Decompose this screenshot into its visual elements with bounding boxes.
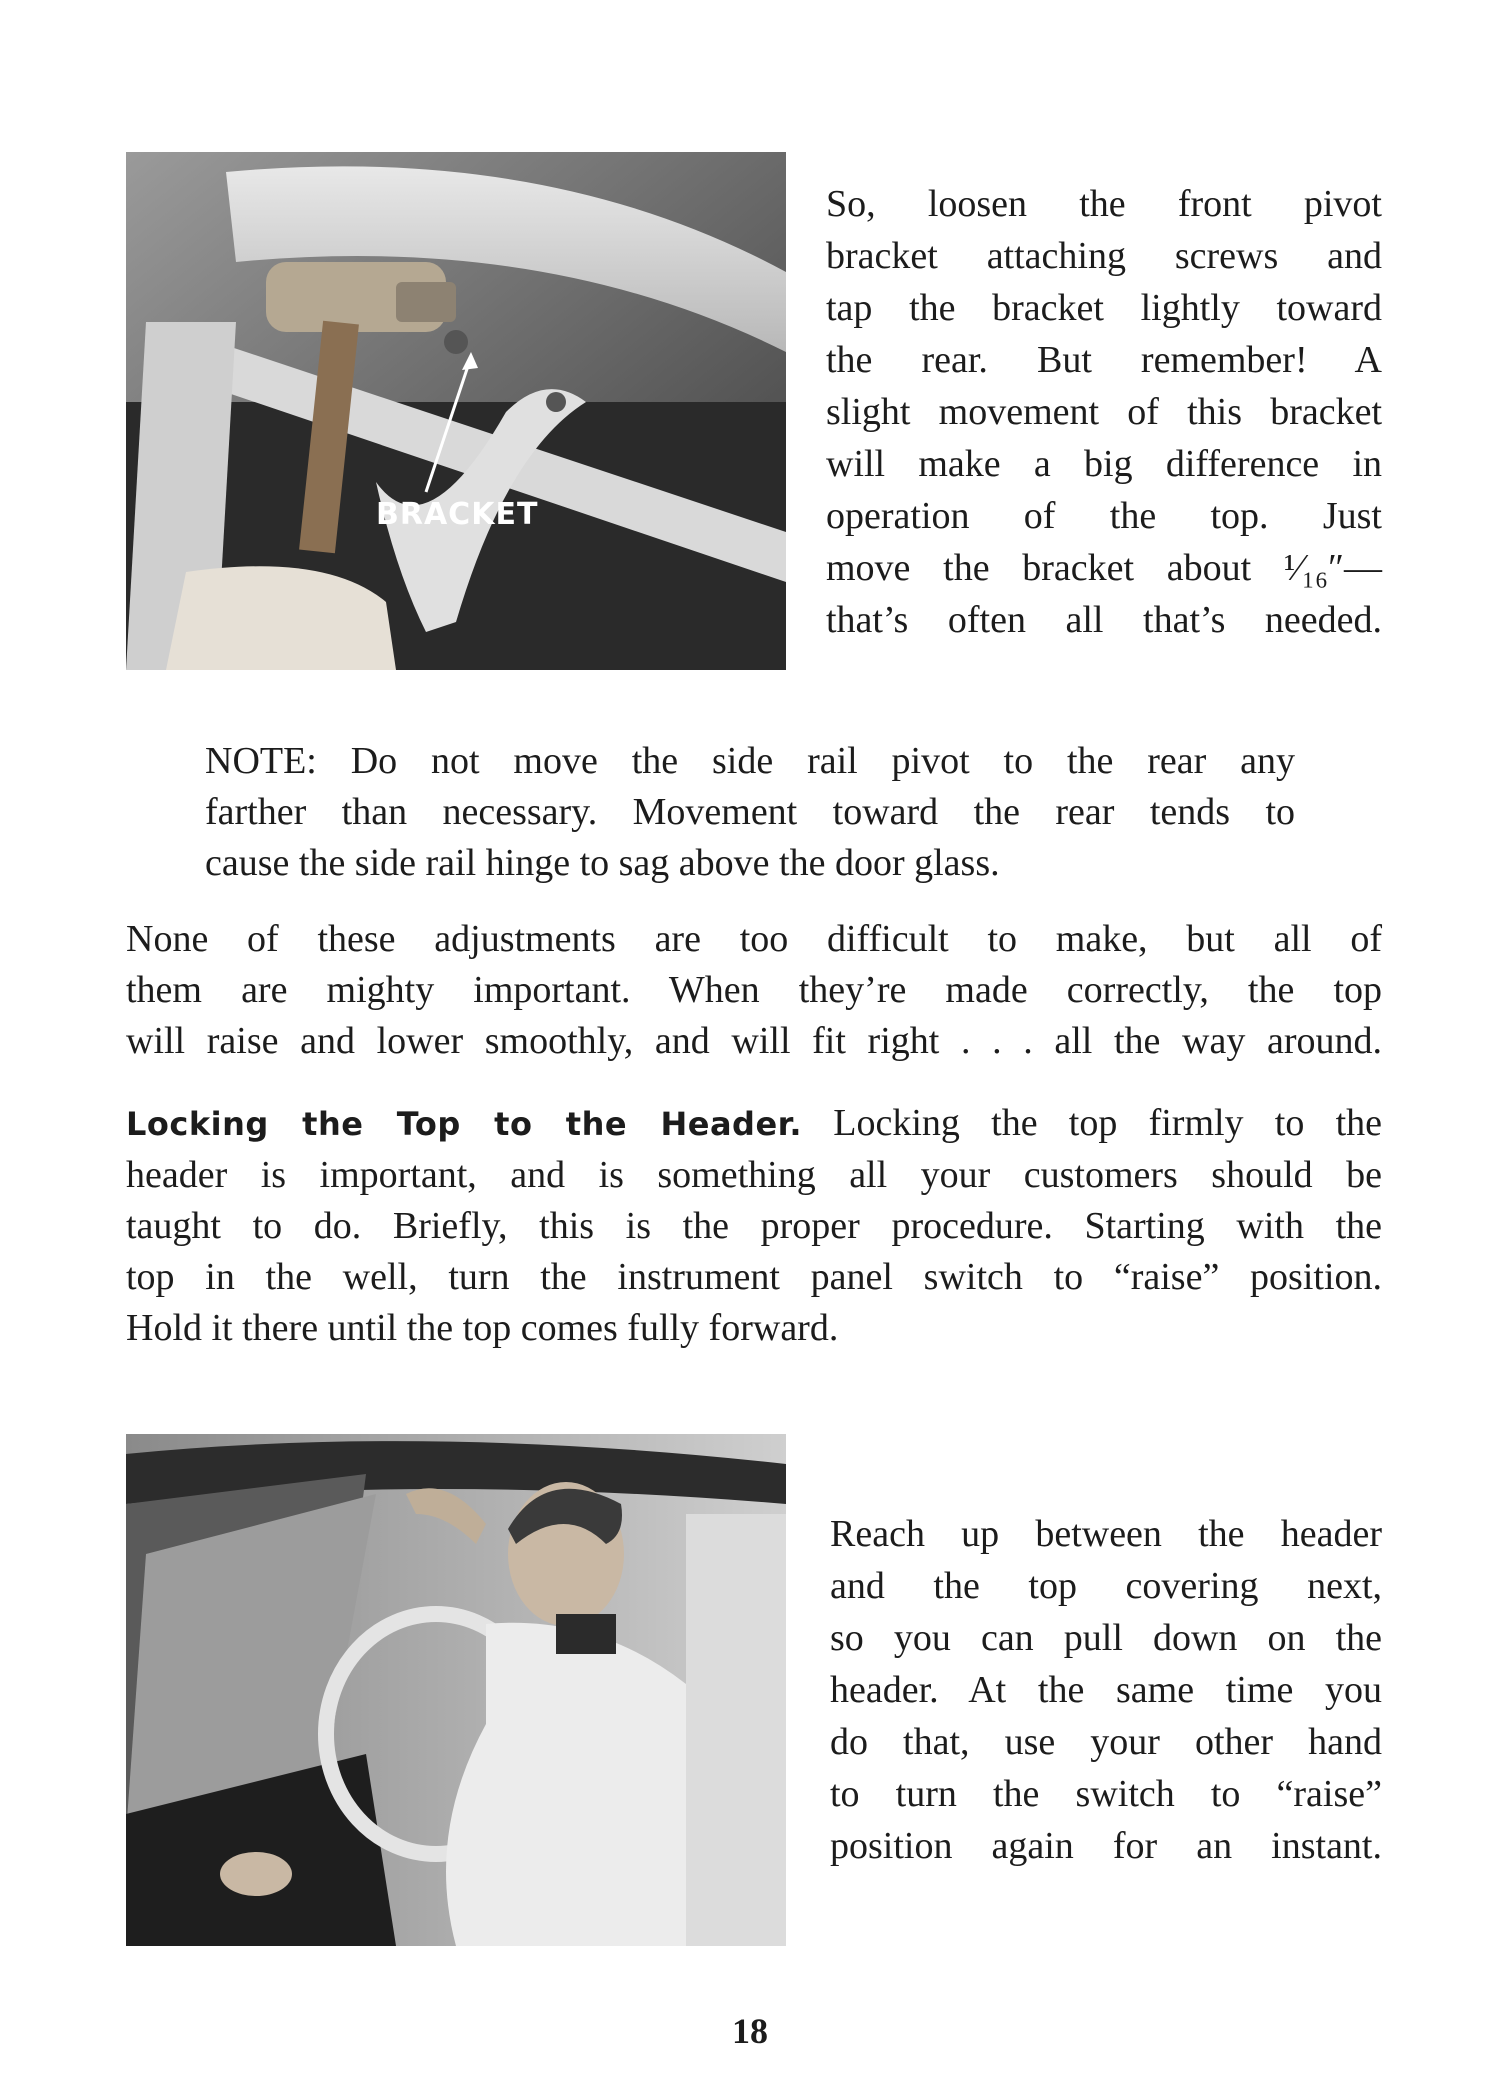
text-line: Reach up between the header: [830, 1513, 1382, 1555]
locking-paragraph: [126, 1098, 1382, 1354]
bracket-label: BRACKET: [376, 497, 539, 532]
text-line: cause the side rail hinge to sag above the door glass.: [205, 842, 1000, 884]
page-number: 18: [732, 2011, 768, 2051]
text-line: will make a big difference in: [826, 443, 1382, 485]
text-line: taught to do. Briefly, this is the proper procedure. Starting with the: [126, 1205, 1382, 1247]
bracket-photo: [126, 152, 786, 670]
text-line: and the top covering next,: [830, 1565, 1382, 1607]
header-photo: [126, 1434, 786, 1946]
text-line: move the bracket about ¹⁄₁₆″—: [826, 547, 1382, 589]
text-line: operation of the top. Just: [826, 495, 1382, 537]
text-line: that’s often all that’s needed.: [826, 599, 1382, 641]
text-line: do that, use your other hand: [830, 1721, 1382, 1763]
section-heading: Locking the Top to the Header.: [126, 1105, 803, 1143]
bracket-photo-image: [126, 152, 786, 670]
note-paragraph: [205, 736, 1295, 889]
adjustments-paragraph: [126, 914, 1382, 1067]
text-line: to turn the switch to “raise”: [830, 1773, 1382, 1815]
text-line: bracket attaching screws and: [826, 235, 1382, 277]
text-line: the rear. But remember! A: [826, 339, 1382, 381]
header-photo-image: [126, 1434, 786, 1946]
text-line: position again for an instant.: [830, 1825, 1382, 1867]
text-line: so you can pull down on the: [830, 1617, 1382, 1659]
text-line: top in the well, turn the instrument panel switch to “raise” position.: [126, 1256, 1382, 1298]
text-line: will raise and lower smoothly, and will fit right . . . all the way around.: [126, 1020, 1382, 1062]
text-line: slight movement of this bracket: [826, 391, 1382, 433]
text-line: them are mighty important. When they’re made correctly, the top: [126, 969, 1382, 1011]
text-line: NOTE: Do not move the side rail pivot to the rear any: [205, 740, 1295, 782]
header-instructions: [830, 1508, 1382, 1872]
text-fragment: Locking the top firmly to the: [833, 1102, 1383, 1144]
text-line: tap the bracket lightly toward: [826, 287, 1382, 329]
text-line: header. At the same time you: [830, 1669, 1382, 1711]
text-line: Hold it there until the top comes fully forward.: [126, 1307, 839, 1349]
text-line: [126, 1098, 1382, 1150]
text-line: So, loosen the front pivot: [826, 183, 1382, 225]
text-line: farther than necessary. Movement toward the rear tends to: [205, 791, 1295, 833]
text-line: header is important, and is something all your customers should be: [126, 1154, 1382, 1196]
text-line: None of these adjustments are too difficult to make, but all of: [126, 918, 1382, 960]
bracket-instructions: [826, 178, 1382, 646]
